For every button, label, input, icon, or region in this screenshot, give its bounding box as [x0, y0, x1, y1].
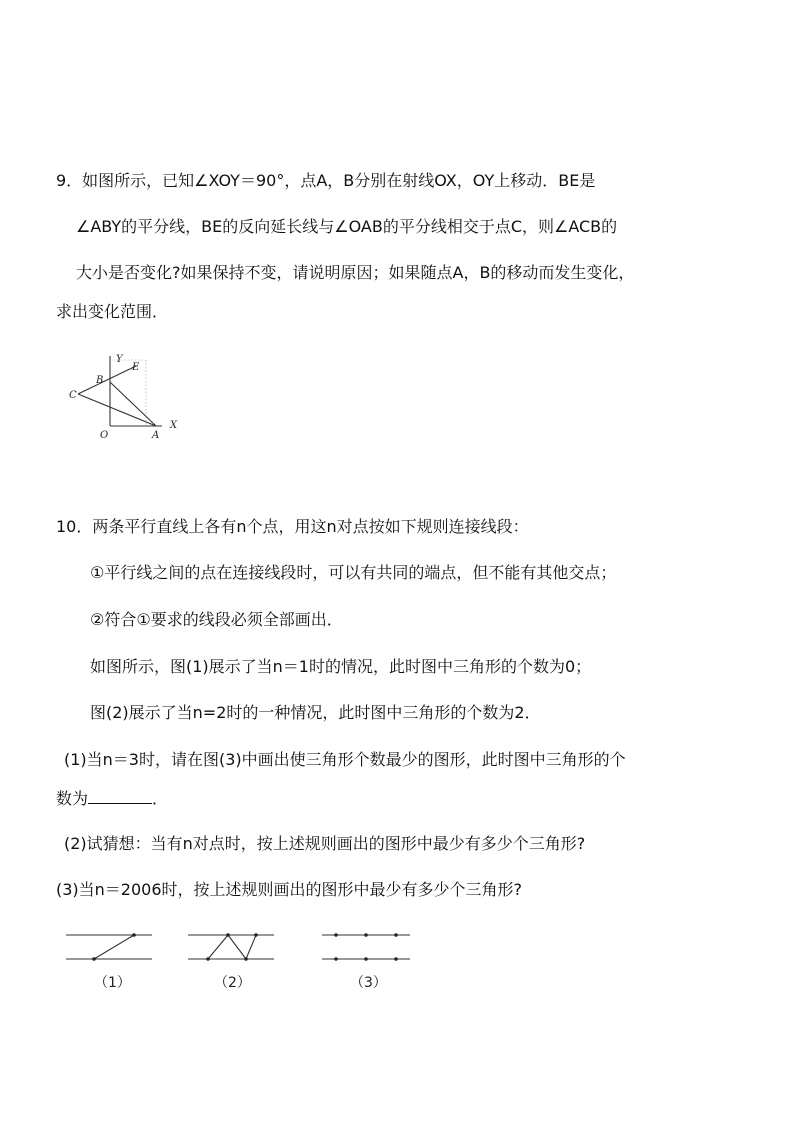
- q10-figures: [60, 925, 440, 1005]
- q10-line-1: 10．两条平行直线上各有n个点，用这n对点按如下规则连接线段：: [56, 517, 529, 536]
- q10-part-1b: [56, 789, 168, 809]
- label-e: E: [132, 362, 140, 373]
- label-x: X: [170, 420, 178, 431]
- q9-line-3: 大小是否变化?如果保持不变，请说明原因；如果随点A，B的移动而发生变化，: [76, 263, 635, 282]
- label-o: O: [100, 430, 109, 440]
- q10-desc-2: 图(2)展示了当n=2时的一种情况，此时图中三角形的个数为2．: [90, 703, 541, 722]
- figure-3: [322, 933, 410, 961]
- figure-2: [188, 933, 274, 961]
- q10-part-1a: (1)当n＝3时，请在图(3)中画出使三角形个数最少的图形，此时图中三角形的个: [64, 750, 626, 769]
- q10-desc-1: 如图所示，图(1)展示了当n＝1时的情况，此时图中三角形的个数为0；: [90, 657, 592, 676]
- label-a: A: [152, 430, 160, 440]
- figure-1: [66, 933, 152, 961]
- label-b: B: [96, 375, 104, 386]
- q10-rule-1: ①平行线之间的点在连接线段时，可以有共同的端点，但不能有其他交点；: [90, 563, 617, 582]
- q10-part-3: (3)当n＝2006时，按上述规则画出的图形中最少有多少个三角形?: [56, 880, 523, 899]
- q9-figure: [64, 350, 184, 440]
- caption-1: （1）: [94, 975, 131, 991]
- q10-part-2: (2)试猜想：当有n对点时，按上述规则画出的图形中最少有多少个三角形?: [64, 834, 586, 853]
- q10-part-1b-text: 数为: [56, 789, 89, 808]
- caption-2: （2）: [214, 975, 251, 991]
- q9-line-4: 求出变化范围．: [56, 302, 169, 321]
- q9-line-1: 9．如图所示，已知∠XOY＝90°，点A，B分别在射线OX，OY上移动．BE是: [56, 171, 596, 190]
- answer-blank[interactable]: [88, 789, 152, 804]
- label-y: Y: [116, 354, 123, 365]
- q9-line-2: ∠ABY的平分线，BE的反向延长线与∠OAB的平分线相交于点C，则∠ACB的: [76, 217, 618, 236]
- caption-3: （3）: [350, 975, 387, 991]
- label-c: C: [69, 390, 77, 401]
- q10-part-1b-end: ．: [152, 789, 169, 808]
- q10-rule-2: ②符合①要求的线段必须全部画出．: [90, 610, 343, 629]
